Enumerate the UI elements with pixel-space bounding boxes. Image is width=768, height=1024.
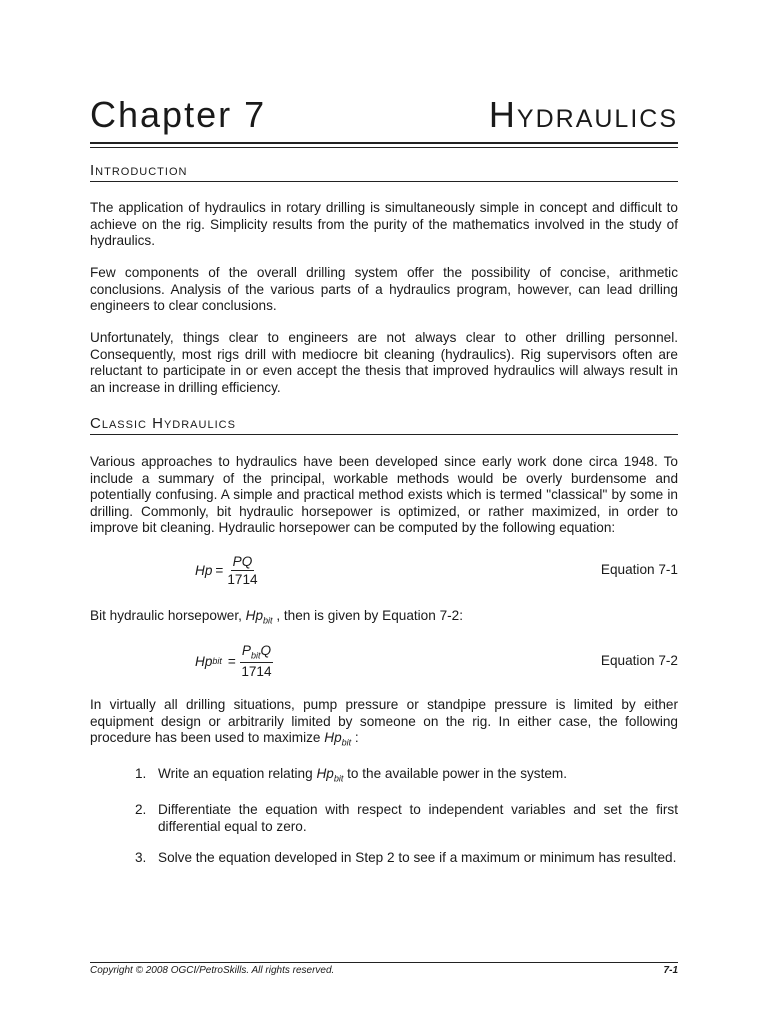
list-item-number: 2.: [135, 802, 147, 817]
eq1-equals: =: [215, 562, 224, 578]
p2-text-pre: Bit hydraulic horsepower,: [90, 608, 246, 623]
list-item-number: 1.: [135, 766, 147, 781]
equation-7-2: [195, 641, 273, 681]
step1-symbol: Hp: [316, 766, 334, 781]
chapter-header: [90, 94, 678, 142]
list-item-text: Differentiate the equation with respect to independent variables and set the first differential equal to zero.: [158, 802, 678, 834]
eq2-num-p: P: [241, 643, 251, 659]
eq2-fraction: [240, 643, 273, 679]
chapter-title: Chapter 7: [90, 94, 267, 135]
equation-7-2-label: Equation 7-2: [600, 653, 678, 668]
intro-paragraph-2: Few components of the overall drilling system offer the possibility of concise, arithmetic conclusions. Analysis of the various parts of a hydraulics program, however, can lead drilling engineers to clear conclusions.: [90, 265, 678, 313]
p2-subscript: bit: [263, 615, 273, 626]
section-heading-classic-hydraulics: Classic Hydraulics: [90, 415, 678, 435]
list-item: [135, 802, 678, 835]
equation-7-1-label: Equation 7-1: [600, 562, 678, 577]
list-item-text: Solve the equation developed in Step 2 to see if a maximum or minimum has resulted.: [158, 850, 677, 865]
step1-pre: Write an equation relating: [158, 766, 317, 781]
equation-7-1: [195, 550, 258, 590]
p2-text-post: , then is given by Equation 7-2:: [272, 608, 463, 623]
step1-post: to the available power in the system.: [343, 766, 568, 781]
eq1-denominator: 1714: [227, 571, 258, 587]
p3-subscript: bit: [341, 737, 352, 748]
eq1-lhs: Hp: [195, 562, 213, 578]
list-item: [135, 766, 678, 787]
classic-paragraph-1: Various approaches to hydraulics have been developed since early work done circa 1948. To include a summary of the principal, workable methods would be overly burdensome and potentially confusing. A simple and practical method exists which is termed "classical" by some in drilling. Commonly, bit hydraulic horsepower is optimized, or rather maximized, in order to improve bit cleaning. Hydraulic horsepower can be computed by the following equation:: [90, 454, 678, 535]
header-rule-thick: [90, 142, 678, 144]
list-item: [135, 850, 678, 867]
list-item-text: [158, 766, 678, 787]
p3-symbol: Hp: [324, 730, 342, 745]
intro-paragraph-3: Unfortunately, things clear to engineers are not always clear to other drilling personnel. Consequently, most rigs drill with mediocre bit cleaning (hydraulics). Rig supervisors often are reluctant to participate in or even accept the thesis that improved hydraulics will always result in an increase in drilling efficiency.: [90, 330, 678, 395]
footer-rule: [90, 962, 678, 963]
list-item-number: 3.: [135, 850, 147, 865]
step1-subscript: bit: [333, 773, 344, 784]
intro-paragraph-1: The application of hydraulics in rotary drilling is simultaneously simple in concept and difficult to achieve on the rig. Simplicity results from the purity of the mathematics involved in the study of hydraulics.: [90, 200, 678, 248]
eq2-numerator: [240, 643, 273, 663]
p3-text-pre: In virtually all drilling situations, pump pressure or standpipe pressure is limited by either equipment design or arbitrarily limited by someone on the rig. In either case, the following procedure has been used to maximize: [90, 697, 678, 745]
p3-text-post: :: [351, 730, 359, 745]
classic-paragraph-3: [90, 697, 678, 751]
classic-paragraph-2: [90, 608, 678, 629]
eq2-equals: =: [227, 653, 236, 669]
section-heading-introduction: Introduction: [90, 162, 678, 182]
eq2-lhs-sub: bit: [212, 656, 222, 666]
eq2-num-sub: bit: [250, 650, 261, 661]
page-number: 7-1: [663, 965, 678, 976]
p2-symbol: Hp: [245, 608, 264, 623]
header-rule-thin: [90, 147, 678, 148]
footer-copyright: Copyright © 2008 OGCI/PetroSkills. All rights reserved.: [90, 965, 335, 976]
eq1-fraction: [227, 554, 257, 587]
chapter-topic: Hydraulics: [488, 94, 678, 135]
eq2-denominator: 1714: [241, 663, 272, 679]
eq1-numerator: PQ: [232, 553, 253, 569]
eq2-lhs: Hp: [195, 653, 213, 669]
eq2-num-q: Q: [260, 643, 272, 659]
